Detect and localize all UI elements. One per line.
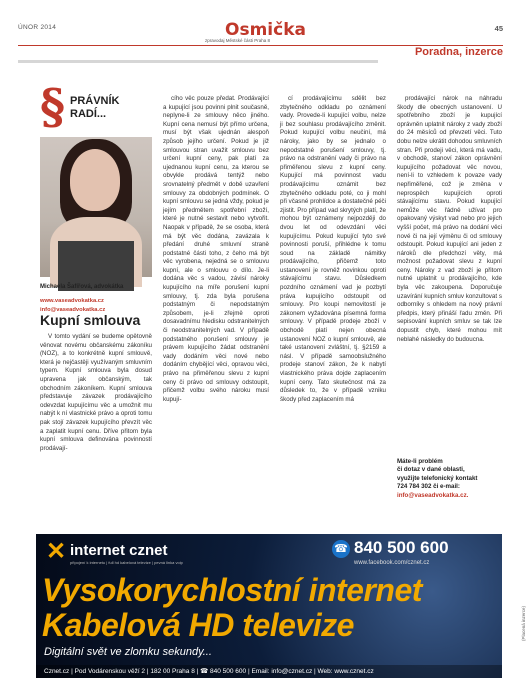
section-bar — [18, 60, 378, 63]
page-header — [0, 0, 525, 42]
issue-date: ÚNOR 2014 — [18, 24, 57, 31]
ad-contact — [332, 538, 492, 572]
contact-line: využijte telefonický kontakt — [397, 474, 478, 482]
article-column-4: prodávající nárok na náhradu škody dle obecných ustanovení. U spotřebního zboží je kupující oprávněn uplatnit nároky z vady zboží do 24 měsíců od převzetí věci. Tuto dobu nelze ukrátit dohodou smluvních stran. Při prodeji věci, která má vadu, v obchodě, stanoví zákon oprávnění kupujícího požadovat věc novou, není-li to vzhledem k povaze vady nepřiměřené, což je změna v neprospěch kupujících oproti stávajícímu stavu. Pokud kupující nemůže věc řádně užívat pro opakovaný výskyt vad nebo pro jejich vyšší počet, má právo na dodání věci nové či na její výměnu či od smlouvy odstoupit. Pokud kupující ani jeden z nároků dle předchozí věty, má možnost požadovat slevu z kupní ceny. Nároky z vad zboží je přitom nutné uplatnit u prodávajícího, kde byla věc zakoupena. Doporučuje uzavírání kupních smluv konzultovat s odborníky s ohledem na nový právní předpis, který přináší řadu změn. Při sepisování kupních smluv se tak lze dopustit chyb, které mohou mít neblahé následky do budoucna. — [397, 95, 502, 343]
ad-phone[interactable]: 840 500 600 — [354, 538, 449, 557]
author-email-link[interactable]: info@vaseadvokatka.cz — [40, 307, 106, 313]
phone-icon: ☎ — [332, 540, 350, 558]
article-heading: Kupní smlouva — [40, 312, 141, 328]
contact-line: 724 784 302 či e-mail: — [397, 483, 460, 491]
paid-ad-label: (Placená inzerce) — [521, 606, 526, 642]
ad-slogan: Digitální svět ve zlomku sekundy... — [44, 646, 212, 658]
ad-headline-1: Vysokorychlostní internet — [42, 572, 422, 608]
article-column-1: V tomto vydání se budeme opětovně věnovat novému občanskému zákoníku (NOZ), a to konkrétně kupní smlouvě, která je nejčastěji využívaným smluvním typem. Kupní smlouva byla dosud upravena jak občanským, tak obchodním zákoníkem. Kupní smlouva představuje závazek prodávajícího odevzdat kupujícímu věc a umožnit mu nabýt k ní vlastnické právo a oproti tomu pak stojí závazek kupujícího převzít věc a zaplatit kupní cenu. Dříve přitom byla kupní smlouva definována povinností prodávají- — [40, 333, 152, 452]
contact-line: či dotaz v dané oblasti, — [397, 466, 465, 474]
ad-footer: Cznet.cz | Pod Vodárenskou věží 2 | 182 00 Praha 8 | ☎ 840 500 600 | Email: info@cznet.cz | Web: www.cznet.cz — [36, 665, 502, 678]
magazine-logo: Osmička — [225, 20, 306, 40]
author-caption: Michaela Šafířová, advokátka — [40, 284, 124, 290]
author-website-link[interactable]: www.vaseadvokatka.cz — [40, 298, 104, 304]
advertisement-banner[interactable] — [36, 534, 502, 678]
column-title-line2: RADÍ... — [70, 108, 107, 120]
ad-tagline: připojení k internetu | full hd kabelová televize | pevná linka voip — [70, 560, 183, 565]
ad-facebook-link[interactable]: www.facebook.com/cznet.cz — [354, 560, 430, 566]
page-number: 45 — [494, 24, 503, 33]
section-sign-icon: § — [40, 79, 66, 135]
magazine-subtitle: zpravodaj Městské části Praha 8 — [205, 38, 271, 43]
ad-brand-name: internet cznet — [70, 542, 168, 559]
contact-line: Máte-li problém — [397, 458, 443, 465]
article-column-3: cí prodávajícímu sdělit bez zbytečného odkladu po oznámení vady. Provede-li kupující volbu, nelze ji bez souhlasu prodávajícího změnit. Pokud kupující volbu neučiní, má nároky, jako by se jednalo o nepodstatné porušení smlouvy, tj. právo na odstranění vady či právo na přiměřenou slevu z kupní ceny. Kupující má povinnost vadu prodávajícímu oznámit bez zbytečného odkladu poté, co ji mohl při včasné prohlídce a dostatečné péči zjistit. Pro případ vad skrytých platí, že mohou být oznámeny nejpozději do dvou let od odevzdání věci kupujícímu. Pokud kupující tyto své povinnosti poruší, přihlédne k tomu soud na základě námitky prodávajícího, přičemž toto ustanovení je rovněž novinkou oproti stávajícímu stavu. Důsledkem pozdního oznámení vad je pozbytí práva kupujícího odstoupit od smlouvy. Pro koupi nemovitostí je zákonem vyžadována písemná forma smlouvy. V případě prodeje zboží v obchodě platí nejen obecná ustanovení NOZ o kupní smlouvě, ale také ustanovení zvláštní, tj. §2159 a násl. V případě samoobslužného prodeje stanoví zákon, že k nabytí vlastnického práva dojde zaplacením kupní ceny. Tato skutečnost má za důsledek to, že v případě vzniku škody před zaplacením má — [280, 95, 386, 403]
author-photo — [40, 137, 152, 277]
ad-headline-2: Kabelová HD televize — [42, 607, 354, 643]
column-title-line1: PRÁVNÍK — [70, 95, 120, 107]
contact-email-link[interactable]: info@vaseadvokatka.cz. — [397, 491, 469, 499]
contact-box — [397, 458, 505, 500]
article-column-2: cího věc pouze předat. Prodávající a kupující jsou povinni plnit současně, neplyne-li ze smlouvy něco jiného. Kupní cena nemusí být přímo určena, musí být však ujednán alespoň způsob jejího určení. Pokud je již smlouvou stran uvažit smlouvu bez určení kupní ceny, pak platí za ujednanou kupní cenu, za kterou se obvykle prodává tentýž nebo srovnatelný předmět v době uzavření smlouvy za obdobných podmínek. O kupní smlouvu se jedná vždy, pokud je jejím předmětem spotřební zboží, které je nutné sestavit nebo vytvořit. Naopak v případě, že se osoba, která má být věc dodána, zavázala k předání druhé smluvní straně podstatné části toho, z čeho má být věc vyrobena, nejedná se o smlouvu kupní, ale o smlouvu o dílo. Je-li dodána věc s vadou, závisí nároky kupujícího na míře porušení kupní smlouvy, tj. zda byla porušena podstatným či nepodstatným způsobem, je-li zřejmě oproti dosavadnímu hledisku odstranitelných či neodstranitelných vad. V případě podstatného porušení smlouvy je právem kupujícího žádat odstranění vady dodáním věci nové nebo dodáním chybějící věci, opravou věci, právo na přiměřenou slevu z kupní ceny či právo od smlouvy odstoupit, přičemž volbu svého nároku musí kupují- — [163, 95, 269, 403]
ad-brand — [46, 540, 196, 566]
column-title — [70, 95, 120, 121]
cznet-logo-icon: ✕ — [46, 538, 67, 565]
section-title: Poradna, inzerce — [414, 46, 503, 58]
